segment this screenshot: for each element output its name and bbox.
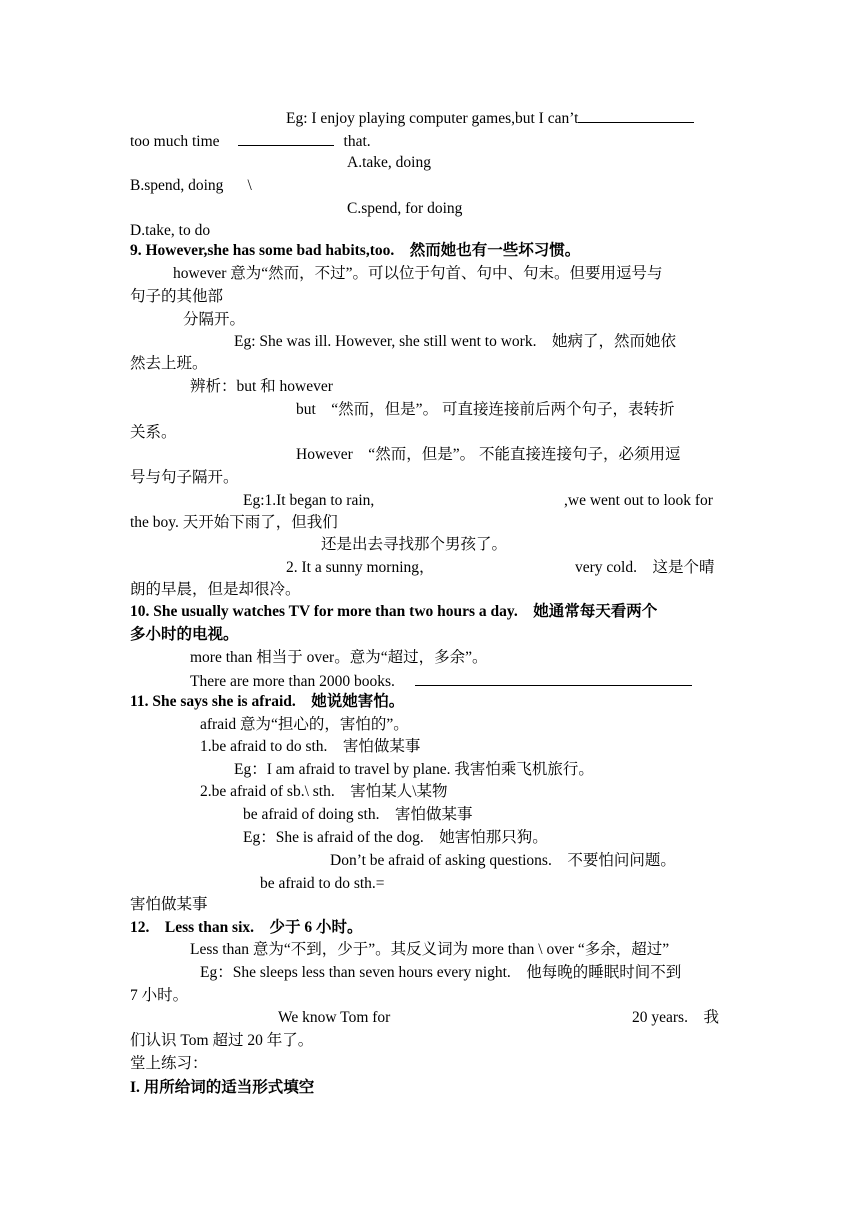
text-line: 20 years. 我 — [632, 1009, 719, 1026]
text-line: but “然而，但是”。 可直接连接前后两个句子，表转折 — [296, 401, 675, 418]
text-line: 1.be afraid to do sth. 害怕做某事 — [200, 738, 421, 755]
text-line: 2.be afraid of sb.\ sth. 害怕某人\某物 — [200, 783, 448, 800]
text-line: Eg:1.It began to rain, — [243, 492, 375, 509]
text-line: be afraid of doing sth. 害怕做某事 — [243, 806, 473, 823]
text-line: 句子的其他部 — [130, 288, 224, 305]
text-line: 朗的早晨，但是却很冷。 — [130, 581, 301, 598]
text-line: afraid 意为“担心的，害怕的”。 — [200, 716, 409, 733]
text: too much time — [130, 133, 220, 150]
text-line: 分隔开。 — [183, 311, 246, 328]
text-line: We know Tom for — [278, 1009, 391, 1026]
blank — [415, 671, 692, 686]
section-heading-11: 11. She says she is afraid. 她说她害怕。 — [130, 693, 405, 710]
section-heading-10-cont: 多小时的电视。 — [130, 626, 239, 643]
text-line: Eg：She is afraid of the dog. 她害怕那只狗。 — [243, 829, 548, 846]
text-line: Eg：I am afraid to travel by plane. 我害怕乘飞机旅行。 — [234, 761, 594, 778]
text-line: 堂上练习： — [130, 1055, 208, 1072]
text-line: Eg：She sleeps less than seven hours every night. 他每晚的睡眠时间不到 — [200, 964, 682, 981]
text-line: more than 相当于 over。意为“超过，多余”。 — [190, 649, 488, 666]
text-line: 辨析：but 和 however — [190, 378, 333, 395]
text-line: 们认识 Tom 超过 20 年了。 — [130, 1032, 314, 1049]
option-a: A.take, doing — [347, 154, 431, 171]
option-b — [130, 176, 252, 196]
text-line: be afraid to do sth.= — [260, 875, 385, 892]
example-line — [286, 108, 694, 129]
text: \ — [247, 177, 252, 194]
blank — [238, 131, 334, 146]
text-line: 7 小时。 — [130, 987, 189, 1004]
text-line: however 意为“然而，不过”。可以位于句首、句中、句末。但要用逗号与 — [173, 265, 663, 282]
text-line: 号与句子隔开。 — [130, 469, 239, 486]
example-line — [130, 131, 371, 152]
text-line: 还是出去寻找那个男孩了。 — [321, 536, 508, 553]
blank — [578, 108, 694, 123]
text: that. — [343, 133, 371, 150]
example-line — [190, 671, 692, 692]
section-heading-9: 9. However,she has some bad habits,too. 然而她也有一些坏习惯。 — [130, 242, 581, 259]
text-line: ,we went out to look for — [564, 492, 713, 509]
section-heading-10: 10. She usually watches TV for more than two hours a day. 她通常每天看两个 — [130, 603, 658, 620]
text-line: 2. It a sunny morning， — [286, 559, 435, 576]
exercise-heading: I. 用所给词的适当形式填空 — [130, 1079, 315, 1096]
text-line: Eg: She was ill. However, she still went to work. 她病了，然而她依 — [234, 333, 676, 350]
section-heading-12: 12. Less than six. 少于 6 小时。 — [130, 919, 363, 936]
text: There are more than 2000 books. — [190, 673, 395, 690]
text-line: 然去上班。 — [130, 355, 208, 372]
option-c: C.spend, for doing — [347, 200, 463, 217]
text: Eg: I enjoy playing computer games,but I can’t — [286, 110, 579, 127]
text-line: the boy. 天开始下雨了，但我们 — [130, 514, 338, 531]
text-line: However “然而，但是”。 不能直接连接句子，必须用逗 — [296, 446, 681, 463]
text-line: 害怕做某事 — [130, 896, 208, 913]
text-line: Less than 意为“不到，少于”。其反义词为 more than \ over “多余，超过” — [190, 941, 670, 958]
text-line: Don’t be afraid of asking questions. 不要怕问问题。 — [330, 852, 676, 869]
text-line: 关系。 — [130, 424, 177, 441]
option-d: D.take, to do — [130, 222, 211, 239]
text-line: very cold. 这是个晴 — [575, 559, 715, 576]
text: B.spend, doing — [130, 177, 224, 194]
